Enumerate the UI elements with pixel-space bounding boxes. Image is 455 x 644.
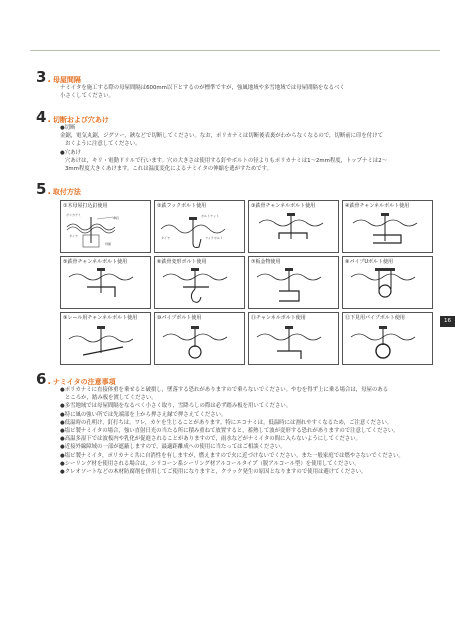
text-line: ●ポリカナミに直接体重を乗せると破損し，墜落する恐れがありますので乗らないでください。やむを得ず上に乗る場合は，母屋のある xyxy=(60,387,389,393)
pipe-bolt-diagram xyxy=(155,321,246,365)
method-cell-8 xyxy=(342,256,433,309)
pipe-u-bolt-diagram xyxy=(343,265,434,309)
section-dot: . xyxy=(47,115,51,125)
method-cell-4 xyxy=(342,200,433,253)
text-line: ●塩ビ製ナミイタ，ポリカナミ共に自消性を有しますが，燃えますので火に近づけないでください。また一般家庭では燃やさないでください。 xyxy=(60,452,404,459)
method-label: ②鉄フックボルト使用 xyxy=(157,203,207,209)
channel-bolt-diagram xyxy=(249,321,340,365)
text-line: ●近接外線障域の一部が遮蔽しますので，最適距離成への使用に当たってはご相談ください。 xyxy=(60,444,286,451)
section-title: ナミイタの注意事項 xyxy=(52,378,116,386)
part-label: ボルトナット xyxy=(201,214,219,218)
text-line: ●低温時の孔明け，釘打ちは，ワレ，カケを生じることがあります。特にエコナミは，低温時には割れやすくなるため，ご注意ください。 xyxy=(60,419,393,426)
method-label: ⑥鉄骨変形ボルト使用 xyxy=(157,259,207,265)
section-3-body xyxy=(60,84,345,100)
text-line: ナミイタを施工する際の母屋間隔は600mm以下とするのが標準ですが，強風地域や多雪地域では母屋間隔をなるべく xyxy=(60,85,345,91)
section-dot: . xyxy=(47,187,51,197)
section-dot: . xyxy=(47,377,51,387)
method-label: ③鉄骨チャンネルボルト使用 xyxy=(251,203,316,209)
section-title: 切断および穴あけ xyxy=(52,116,109,124)
text-line: 金鋸，電気丸鋸，ジグソー，鋏などで切断してください。なお，ポリカナミは切断後表裏がわからなくなるので，切断前に印を付けて xyxy=(60,133,383,140)
siding-pipe-bolt-diagram xyxy=(343,321,434,365)
text-line: ところか，踏み板を渡してください。 xyxy=(65,395,157,402)
part-label: 母屋 xyxy=(105,242,112,246)
section-6-heading xyxy=(36,372,116,387)
method-cell-11 xyxy=(248,312,339,365)
text-line: ●高温多湿下では波板内や乳化が促進されることがありますので，雨水などがナミイタの間に入らないようにしてください。 xyxy=(60,436,361,443)
method-cell-12 xyxy=(342,312,433,365)
method-cell-5 xyxy=(60,256,151,309)
section-5-heading xyxy=(36,182,81,197)
part-label: 傘釘 xyxy=(113,216,120,220)
section-4-body xyxy=(60,124,387,173)
part-label: タイヤ xyxy=(161,236,170,240)
method-label: ⑨レール用チャンネルボルト使用 xyxy=(63,315,138,321)
text-line: ●特に風の強い所では先端部を上から押さえ縁で押さえてください。 xyxy=(60,411,227,418)
method-label: ⑤鉄骨チャンネルボルト使用 xyxy=(63,259,128,265)
method-cell-10 xyxy=(154,312,245,365)
method-label: ④鉄骨チャンネルボルト使用 xyxy=(345,203,410,209)
method-label: ⑩パイプボルト使用 xyxy=(157,315,202,321)
text-line: ●クレオソートなどの木材防腐剤を併用してご使用になりますと，クラック発生の原因となりますので使用は避けてください。 xyxy=(60,469,367,476)
text-line: ●穴あけ xyxy=(60,149,81,156)
method-cell-3 xyxy=(248,200,339,253)
section-4-heading xyxy=(36,110,109,125)
text-line: ●切断 xyxy=(60,125,76,131)
section-number: 5 xyxy=(36,180,47,198)
part-label: ポリカナミ xyxy=(66,213,81,217)
method-cell-6 xyxy=(154,256,245,309)
section-number: 3 xyxy=(36,68,47,86)
method-label: ⑦板金物使用 xyxy=(251,259,281,265)
method-label: ⑪チャンネルボルト使用 xyxy=(251,315,306,321)
section-number: 4 xyxy=(36,108,47,126)
text-line: おくように注意してください。 xyxy=(65,141,141,148)
text-line: 小さくしてください。 xyxy=(60,93,114,100)
method-label: ⑧パイプUボルト使用 xyxy=(345,259,393,265)
page-number-tab: 16 xyxy=(440,316,455,327)
method-cell-9 xyxy=(60,312,151,365)
text-line: ●塩ビ製ナミイタの場合，強い直射日光の当たる所に積み重ねて放置すると，蓄熱して波が変形する恐れがありますので注意してください。 xyxy=(60,428,399,435)
channel-bolt-diagram xyxy=(249,209,340,253)
method-cell-1 xyxy=(60,200,151,253)
text-line: 穴あけは，キリ・電動ドリルで行います。穴の大きさは使用する釘やボルトの径よりもポリカナミは1～2mm程度，トップナミは2～ xyxy=(65,157,388,164)
part-label: タイヤ xyxy=(69,234,78,238)
section-title: 取付方法 xyxy=(52,188,81,196)
section-title: 母屋間隔 xyxy=(52,76,81,84)
text-line: ●多雪地域では母屋間隔をなるべく小さく取り，雪降ろしの際は必ず踏み板を用いてください。 xyxy=(60,403,292,410)
rail-channel-bolt-diagram xyxy=(61,321,152,365)
channel-bolt-diagram xyxy=(343,209,434,253)
section-number: 6 xyxy=(36,370,47,388)
deformed-bolt-diagram xyxy=(155,265,246,309)
text-line: 3mm程度大きくあけます。これは温度変化によるナミイタの伸縮を逃がすためです。 xyxy=(65,166,272,173)
channel-bolt-diagram xyxy=(61,265,152,309)
sheet-metal-fitting-diagram xyxy=(249,265,340,309)
section-3-heading xyxy=(36,70,81,85)
nail-wood-purlin-diagram xyxy=(61,209,152,253)
method-label: ⑫下見用パイプボルト使用 xyxy=(345,315,405,321)
method-label: ①木母屋打込釘使用 xyxy=(63,203,108,209)
text-line: ●シーリング材を使用される場合は，シリコーン系シーリング材アルコールタイプ（脱アルコール型）を使用してください。 xyxy=(60,460,360,467)
hook-bolt-diagram xyxy=(155,209,246,253)
method-cell-7 xyxy=(248,256,339,309)
method-cell-2 xyxy=(154,200,245,253)
section-6-body xyxy=(60,386,404,476)
header-rule xyxy=(30,50,440,51)
section-dot: . xyxy=(47,75,51,85)
part-label: フックボルト xyxy=(205,236,223,240)
